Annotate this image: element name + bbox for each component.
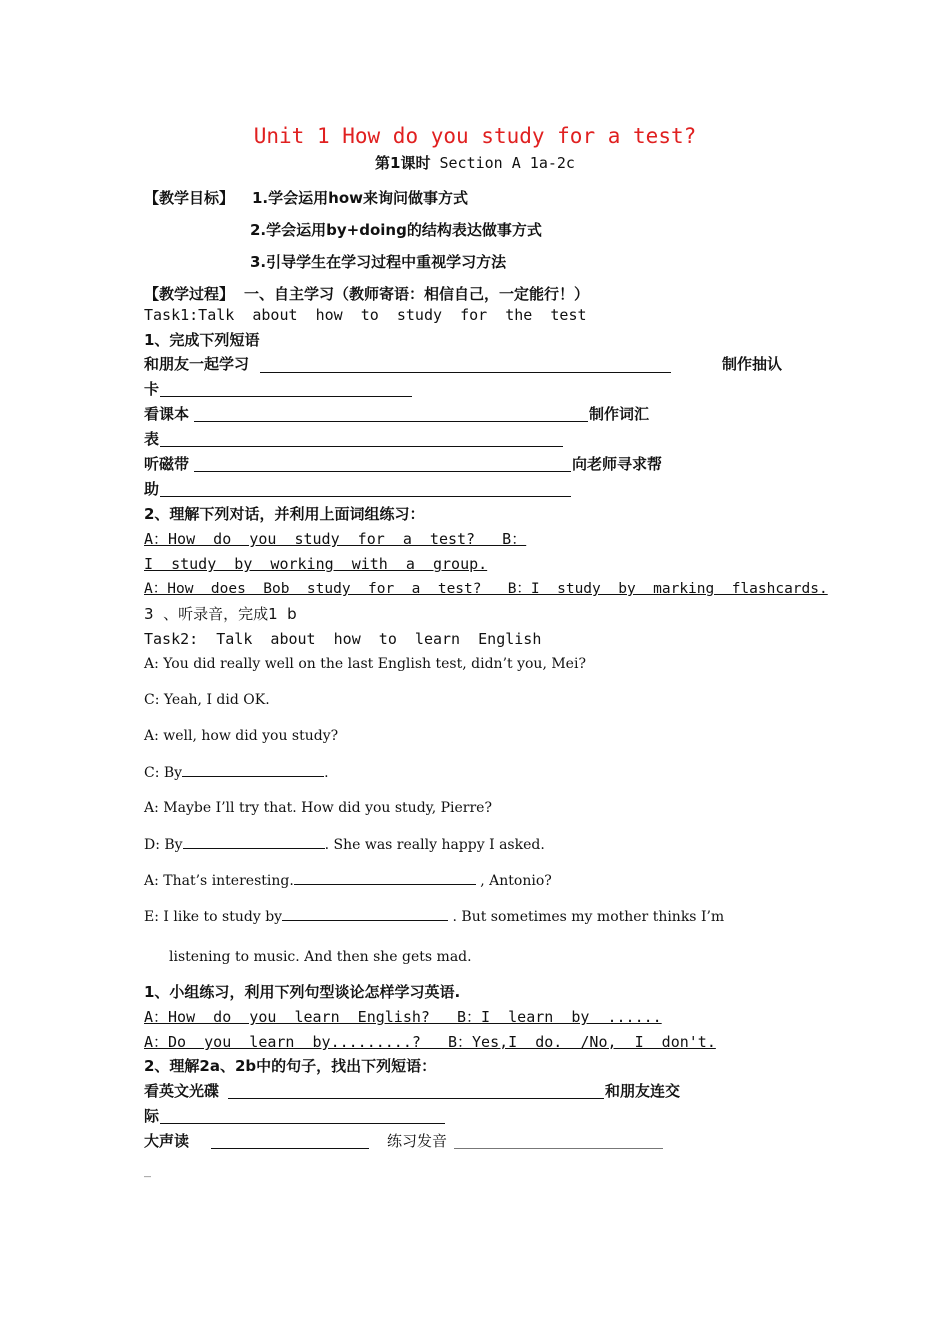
phrase-study-with-friends: 和朋友一起学习: [144, 355, 250, 373]
phrase-make-vocab-a: 制作词汇: [589, 405, 650, 423]
phrase-blank-4[interactable]: [160, 446, 563, 447]
phrase-blank-6[interactable]: [160, 496, 571, 497]
page-title: Unit 1 How do you study for a test?: [253, 124, 697, 148]
answer-blank-1[interactable]: [182, 762, 324, 777]
phrase-blank-5[interactable]: [194, 471, 571, 472]
phrase-blank-9[interactable]: [211, 1148, 369, 1149]
phrase-blank-3[interactable]: [194, 421, 588, 422]
conversation-line-2: C: Yeah, I did OK.: [144, 692, 270, 708]
practice-part1: 1、小组练习，利用下列句型谈论怎样学习英语.: [144, 983, 461, 1001]
phrase-ask-teacher-b: 助: [144, 480, 160, 498]
dialog-line-1: A：How do you study for a test? B：: [144, 530, 527, 548]
section-label: Section A 1a-2c: [439, 154, 575, 172]
trailing-dash: _: [144, 1162, 151, 1178]
practice-part2: 2、理解2a、2b中的句子，找出下列短语：: [144, 1057, 437, 1075]
phrase-read-aloud: 大声读: [144, 1132, 190, 1150]
answer-blank-4[interactable]: [282, 906, 448, 921]
phrase-practice-pronunciation: 练习发音: [387, 1132, 448, 1150]
task1-part3: 3 、听录音，完成1 b: [144, 605, 297, 623]
phrase-make-flashcards-a: 制作抽认: [722, 355, 783, 373]
phrase-blank-1[interactable]: [260, 372, 671, 373]
goal-item-1: 1.学会运用how来询问做事方式: [252, 189, 468, 207]
phrase-blank-8[interactable]: [160, 1123, 445, 1124]
conversation-line-6: D: By . She was really happy I asked.: [144, 834, 545, 855]
goal-item-3: 3.引导学生在学习过程中重视学习方法: [250, 253, 507, 271]
process-label: 【教学过程】: [144, 285, 235, 303]
conversation-line-7: A: That’s interesting. , Antonio?: [144, 870, 552, 891]
phrase-blank-10[interactable]: [454, 1148, 663, 1149]
task2-heading: Task2: Talk about how to learn English: [144, 630, 542, 648]
conversation-line-9: listening to music. And then she gets mad.: [169, 949, 472, 965]
answer-blank-2[interactable]: [183, 834, 325, 849]
practice-dialog-2: A：Do you learn by.........? B：Yes,I do. /No, I don't.: [144, 1033, 716, 1051]
goals-label: 【教学目标】: [144, 189, 235, 207]
dialog-line-3: A：How does Bob study for a test? B：I study by marking flashcards.: [144, 581, 828, 597]
goal-item-2: 2.学会运用by+doing的结构表达做事方式: [250, 221, 542, 239]
lesson-subtitle: [0, 152, 950, 173]
phrase-make-friends-a: 和朋友连交: [605, 1082, 681, 1100]
conversation-line-8: E: I like to study by . But sometimes my mother thinks I’m: [144, 906, 724, 927]
conversation-line-3: A: well, how did you study?: [144, 728, 339, 744]
phrase-watch-dvds: 看英文光碟: [144, 1082, 220, 1100]
phrase-make-flashcards-b: 卡: [144, 380, 160, 398]
practice-dialog-1: A：How do you learn English? B：I learn by ......: [144, 1008, 662, 1026]
answer-blank-3[interactable]: [294, 870, 476, 885]
phrase-blank-2[interactable]: [160, 396, 412, 397]
phrase-blank-7[interactable]: [228, 1098, 604, 1099]
lesson-number: 第1课时: [375, 154, 431, 172]
conversation-line-4: C: By .: [144, 762, 329, 783]
process-intro: 一、自主学习（教师寄语：相信自己，一定能行！）: [244, 285, 590, 303]
conversation-line-1: A: You did really well on the last English test, didn’t you, Mei?: [144, 656, 586, 672]
phrase-make-vocab-b: 表: [144, 430, 160, 448]
dialog-line-2: I study by working with a group.: [144, 555, 488, 573]
task1-part1: 1、完成下列短语: [144, 331, 260, 349]
phrase-listen-tapes: 听磁带: [144, 455, 190, 473]
conversation-line-5: A: Maybe I’ll try that. How did you study, Pierre?: [144, 800, 492, 816]
phrase-ask-teacher-a: 向老师寻求帮: [572, 455, 663, 473]
phrase-read-textbook: 看课本: [144, 405, 190, 423]
task1-heading: Task1:Talk about how to study for the test: [144, 306, 587, 324]
phrase-make-friends-b: 际: [144, 1107, 160, 1125]
task1-part2: 2、理解下列对话，并利用上面词组练习：: [144, 505, 425, 523]
